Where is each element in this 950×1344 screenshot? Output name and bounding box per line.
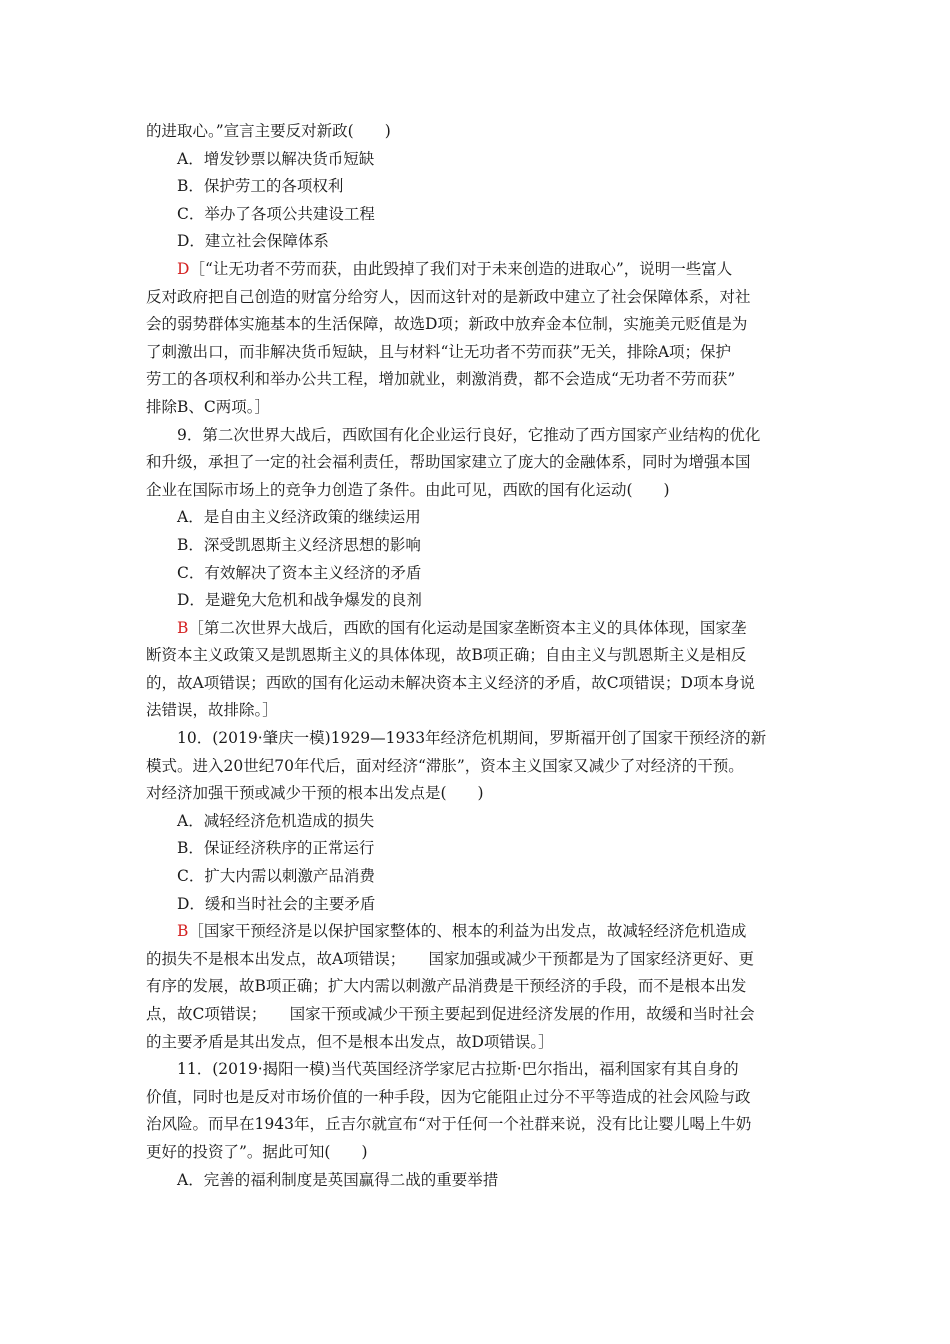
option-c: C．有效解决了资本主义经济的矛盾 bbox=[177, 563, 422, 582]
explanation-line: 的，故A项错误；西欧的国有化运动未解决资本主义经济的矛盾，故C项错误；D项本身说 bbox=[146, 673, 755, 692]
question-stem-line: 模式。进入20世纪70年代后，面对经济“滞胀”，资本主义国家又减少了对经济的干预。 bbox=[146, 756, 744, 775]
option-c: C．举办了各项公共建设工程 bbox=[177, 204, 375, 223]
question-stem-line: 更好的投资了”。据此可知( ) bbox=[146, 1142, 368, 1161]
answer-letter: D bbox=[177, 259, 190, 278]
question-stem-line: 治风险。而早在1943年，丘吉尔就宣布“对于任何一个社群来说，没有比让婴儿喝上牛奶 bbox=[146, 1115, 752, 1134]
explanation-line: 断资本主义政策又是凯恩斯主义的具体体现，故B项正确；自由主义与凯恩斯主义是相反 bbox=[146, 646, 747, 665]
option-a: A．是自由主义经济政策的继续运用 bbox=[177, 508, 421, 527]
answer-letter: B bbox=[177, 922, 189, 941]
explanation-text: ［国家干预经济是以保护国家整体的、根本的利益为出发点，故减轻经济危机造成 bbox=[188, 922, 747, 941]
option-a: A．减轻经济危机造成的损失 bbox=[177, 811, 375, 830]
explanation-line: 法错误，故排除。］ bbox=[146, 701, 278, 720]
question-stem-line: 10．(2019·肇庆一模)1929—1933年经济危机期间，罗斯福开创了国家干预经济的新 bbox=[177, 729, 767, 748]
explanation-text: ［第二次世界大战后，西欧的国有化运动是国家垄断资本主义的具体体现，国家垄 bbox=[188, 618, 747, 637]
explanation-line: 有序的发展，故B项正确；扩大内需以刺激产品消费是干预经济的手段，而不是根本出发 bbox=[146, 977, 747, 996]
explanation-line: 点，故C项错误； 国家干预或减少干预主要起到促进经济发展的作用，故缓和当时社会 bbox=[146, 1005, 755, 1023]
explanation-line: 的损失不是根本出发点，故A项错误； 国家加强或减少干预都是为了国家经济更好、更 bbox=[146, 949, 754, 968]
answer-explanation-line bbox=[146, 918, 816, 946]
question-11 bbox=[146, 1056, 816, 1194]
answer-explanation-line bbox=[146, 615, 816, 643]
question-stem-line: 11．(2019·揭阳一模)当代英国经济学家尼古拉斯·巴尔指出，福利国家有其自身的 bbox=[177, 1060, 739, 1079]
question-stem-line: 企业在国际市场上的竞争力创造了条件。由此可见，西欧的国有化运动( ) bbox=[146, 480, 670, 499]
explanation-line: 排除B、C两项。］ bbox=[146, 397, 271, 416]
question-10 bbox=[146, 725, 816, 1056]
document-page bbox=[146, 118, 816, 1194]
option-d: D．缓和当时社会的主要矛盾 bbox=[177, 894, 376, 913]
option-b: B．保护劳工的各项权利 bbox=[177, 177, 344, 196]
explanation-text: ［“让无功者不劳而获，由此毁掉了我们对于未来创造的进取心”，说明一些富人 bbox=[189, 259, 733, 278]
answer-explanation-line bbox=[146, 256, 816, 284]
explanation-line: 反对政府把自己创造的财富分给穷人，因而这针对的是新政中建立了社会保障体系，对社 bbox=[146, 287, 751, 306]
answer-letter: B bbox=[177, 618, 189, 637]
option-b: B．保证经济秩序的正常运行 bbox=[177, 839, 375, 858]
option-d: D．建立社会保障体系 bbox=[177, 232, 329, 251]
question-stem-line: 价值，同时也是反对市场价值的一种手段，因为它能阻止过分不平等造成的社会风险与政 bbox=[146, 1087, 751, 1106]
question-8 bbox=[146, 118, 816, 422]
question-stem-line: 对经济加强干预或减少干预的根本出发点是( ) bbox=[146, 784, 484, 803]
option-c: C．扩大内需以刺激产品消费 bbox=[177, 867, 375, 886]
option-a: A．完善的福利制度是英国赢得二战的重要举措 bbox=[177, 1170, 499, 1189]
option-a: A．增发钞票以解决货币短缺 bbox=[177, 149, 375, 168]
question-stem-line: 的进取心。”宣言主要反对新政( ) bbox=[146, 122, 391, 140]
explanation-line: 会的弱势群体实施基本的生活保障，故选D项；新政中放弃金本位制，实施美元贬值是为 bbox=[146, 315, 748, 334]
question-stem-line: 和升级，承担了一定的社会福利责任，帮助国家建立了庞大的金融体系，同时为增强本国 bbox=[146, 453, 751, 472]
explanation-line: 了刺激出口，而非解决货币短缺，且与材料“让无功者不劳而获”无关，排除A项；保护 bbox=[146, 342, 732, 361]
explanation-line: 的主要矛盾是其出发点，但不是根本出发点，故D项错误。］ bbox=[146, 1032, 554, 1051]
option-d: D．是避免大危机和战争爆发的良剂 bbox=[177, 591, 422, 610]
question-9 bbox=[146, 422, 816, 726]
option-b: B．深受凯恩斯主义经济思想的影响 bbox=[177, 535, 421, 554]
explanation-line: 劳工的各项权利和举办公共工程，增加就业，刺激消费，都不会造成“无功者不劳而获” bbox=[146, 370, 736, 389]
question-stem-line: 9．第二次世界大战后，西欧国有化企业运行良好，它推动了西方国家产业结构的优化 bbox=[177, 425, 761, 444]
